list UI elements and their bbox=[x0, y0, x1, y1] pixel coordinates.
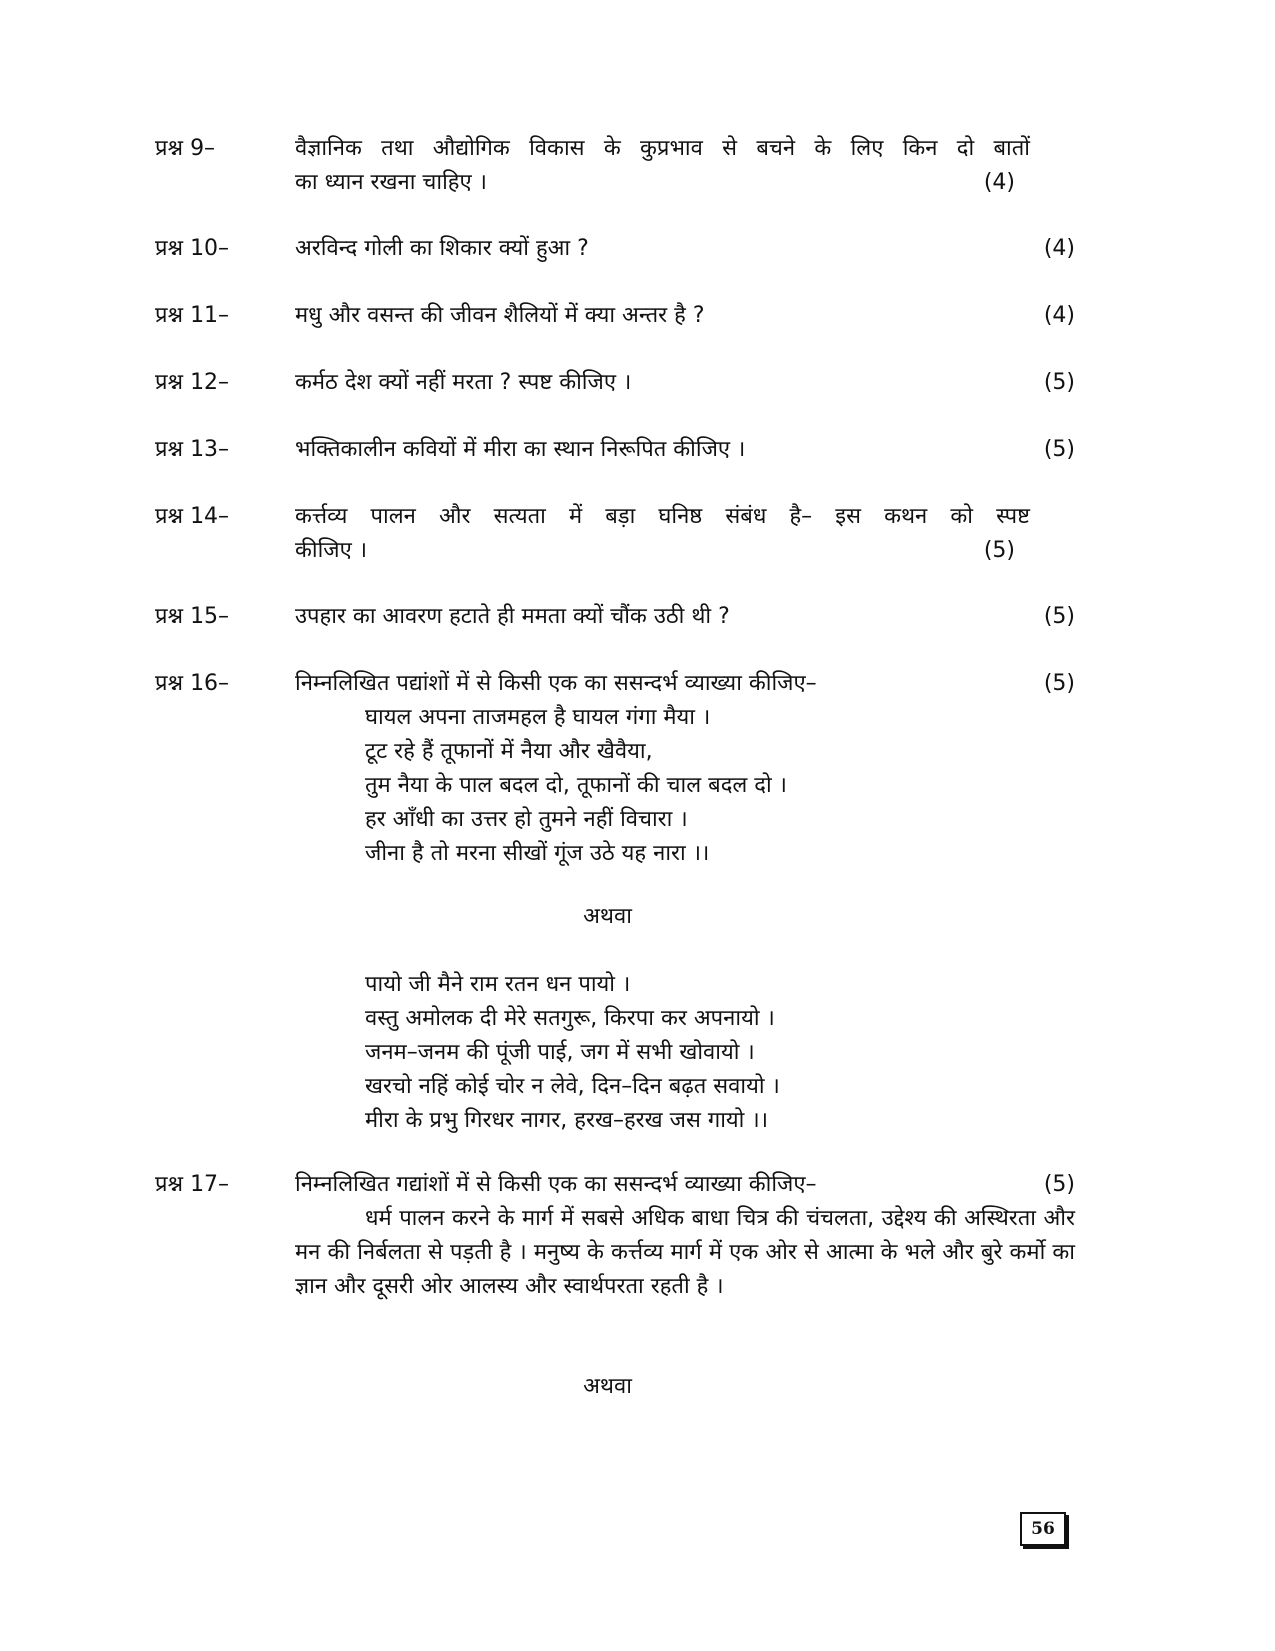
question-text bbox=[295, 500, 1030, 568]
question-text: कर्मठ देश क्यों नहीं मरता ? स्पष्ट कीजिए । bbox=[295, 370, 632, 395]
question-14 bbox=[155, 500, 1075, 568]
question-text: निम्नलिखित पद्यांशों में से किसी एक का ससन्दर्भ व्याख्या कीजिए– bbox=[295, 671, 817, 696]
question-label: प्रश्न 11– bbox=[155, 303, 230, 328]
question-16 bbox=[155, 667, 1075, 701]
question-text-segment: का ध्यान रखना चाहिए । bbox=[295, 170, 487, 195]
question-marks: (5) bbox=[1043, 671, 1075, 696]
page-number: 56 bbox=[1020, 1512, 1066, 1546]
poem-line: घायल अपना ताजमहल है घायल गंगा मैया । bbox=[365, 705, 711, 730]
poem-line: टूट रहे हैं तूफानों में नैया और खैवैया, bbox=[365, 739, 653, 764]
poem-line: मीरा के प्रभु गिरधर नागर, हरख–हरख जस गायो ।। bbox=[365, 1108, 769, 1133]
question-label: प्रश्न 10– bbox=[155, 236, 230, 261]
question-label: प्रश्न 14– bbox=[155, 504, 230, 529]
question-marks: (5) bbox=[1043, 370, 1075, 395]
question-17 bbox=[155, 1168, 1075, 1202]
question-text-line: कर्त्तव्य पालन और सत्यता में बड़ा घनिष्ठ संबंध है– इस कथन को स्पष्ट bbox=[295, 504, 1030, 529]
question-label: प्रश्न 17– bbox=[155, 1172, 230, 1197]
question-15 bbox=[155, 600, 1075, 634]
question-marks: (5) bbox=[1043, 437, 1075, 462]
question-marks: (5) bbox=[1043, 1172, 1075, 1197]
question-label: प्रश्न 15– bbox=[155, 604, 230, 629]
poem-line: हर आँधी का उत्तर हो तुमने नहीं विचारा । bbox=[365, 807, 688, 832]
question-text: मधु और वसन्त की जीवन शैलियों में क्या अन्तर है ? bbox=[295, 303, 705, 328]
question-text: निम्नलिखित गद्यांशों में से किसी एक का ससन्दर्भ व्याख्या कीजिए– bbox=[295, 1172, 817, 1197]
poem-extract-1 bbox=[365, 701, 787, 871]
question-text-line bbox=[295, 534, 1030, 568]
poem-line: तुम नैया के पाल बदल दो, तूफानों की चाल बदल दो । bbox=[365, 773, 787, 798]
poem-line: जीना है तो मरना सीखों गूंज उठे यह नारा ।। bbox=[365, 841, 710, 866]
poem-line: जनम–जनम की पूंजी पाई, जग में सभी खोवायो । bbox=[365, 1040, 755, 1065]
question-label: प्रश्न 12– bbox=[155, 370, 230, 395]
poem-line: पायो जी मैने राम रतन धन पायो । bbox=[365, 972, 631, 997]
poem-extract-2 bbox=[365, 968, 780, 1138]
or-heading: अथवा bbox=[583, 904, 632, 929]
question-marks: (5) bbox=[1043, 604, 1075, 629]
question-12 bbox=[155, 366, 1075, 400]
question-marks: (5) bbox=[983, 538, 1015, 563]
question-text: अरविन्द गोली का शिकार क्यों हुआ ? bbox=[295, 236, 589, 261]
question-13 bbox=[155, 433, 1075, 467]
question-label: प्रश्न 13– bbox=[155, 437, 230, 462]
question-11 bbox=[155, 299, 1075, 333]
question-text-line bbox=[295, 166, 1030, 200]
question-text bbox=[295, 132, 1030, 200]
poem-line: वस्तु अमोलक दी मेरे सतगुरू, किरपा कर अपनायो । bbox=[365, 1006, 775, 1031]
question-marks: (4) bbox=[1043, 303, 1075, 328]
question-label: प्रश्न 16– bbox=[155, 671, 230, 696]
question-marks: (4) bbox=[1043, 236, 1075, 261]
question-text-segment: कीजिए । bbox=[295, 538, 368, 563]
question-marks: (4) bbox=[983, 170, 1015, 195]
question-9 bbox=[155, 132, 1075, 200]
question-label: प्रश्न 9– bbox=[155, 136, 216, 161]
question-10 bbox=[155, 232, 1075, 266]
question-text: भक्तिकालीन कवियों में मीरा का स्थान निरूपित कीजिए । bbox=[295, 437, 746, 462]
question-text-line: वैज्ञानिक तथा औद्योगिक विकास के कुप्रभाव से बचने के लिए किन दो बातों bbox=[295, 136, 1030, 161]
question-text: उपहार का आवरण हटाते ही ममता क्यों चौंक उठी थी ? bbox=[295, 604, 730, 629]
prose-extract-1: धर्म पालन करने के मार्ग में सबसे अधिक बाधा चित्र की चंचलता, उद्देश्य की अस्थिरता और मन की निर्बलता से पड़ती है । मनुष्य के कर्त्तव्य मार्ग में एक ओर से आत्मा के भले और बुरे कर्मो का ज्ञान और दूसरी ओर आलस्य और स्वार्थपरता रहती है । bbox=[295, 1206, 1075, 1299]
or-heading: अथवा bbox=[583, 1374, 632, 1399]
poem-line: खरचो नहिं कोई चोर न लेवे, दिन–दिन बढ़त सवायो । bbox=[365, 1074, 780, 1099]
